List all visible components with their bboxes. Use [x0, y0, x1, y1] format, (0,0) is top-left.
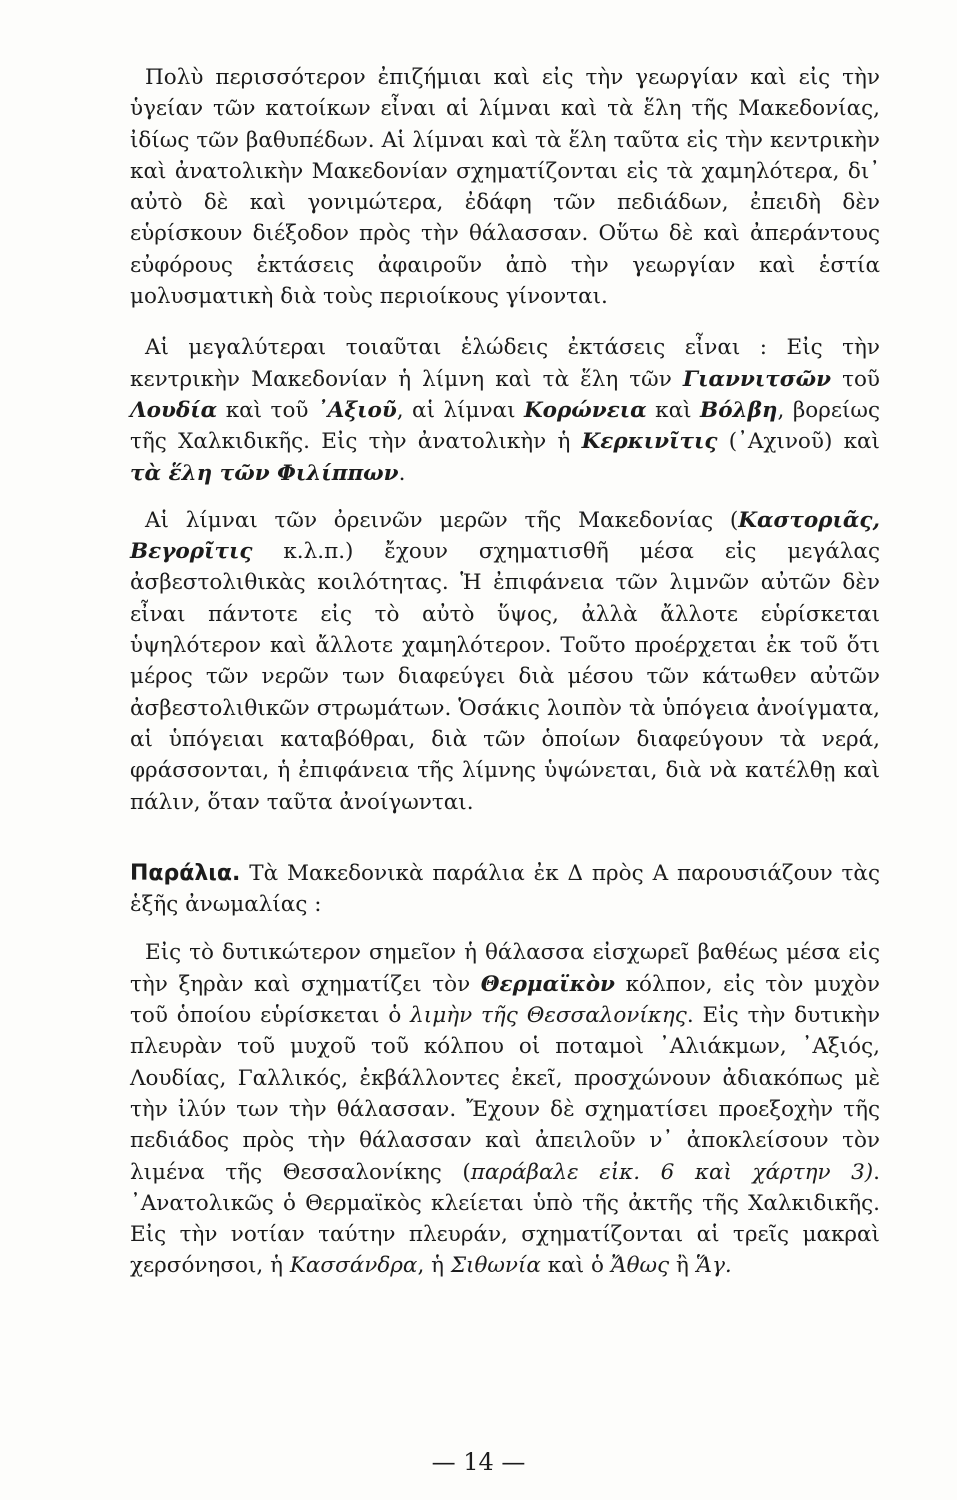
emphasis-text: Θερμαϊκὸν [480, 971, 615, 997]
text-run: . Εἰς τὴν δυτικὴν πλευρὰν τοῦ μυχοῦ τοῦ κόλπου οἱ ποταμοὶ ᾽Αλιάκμων, ᾽Αξιός, Λουδίας, Γαλλικός, ἐκβάλλοντες ἐκεῖ, προσχώνουν ἀδιακόπως μὲ τὴν ἰλύν των τὴν θάλασσαν. Ἔχουν δὲ σχηματίσει προεξοχὴν τῆς πεδιάδος πρὸς τὴν θάλασσαν καὶ ἀπειλοῦν ν᾽ ἀποκλείσουν τὸν λιμένα τῆς Θεσσαλονίκης ( [130, 1003, 881, 1185]
text-run: καὶ [646, 397, 701, 423]
text-run: καὶ τοῦ [217, 397, 317, 423]
text-run: κ.λ.π.) ἔχουν σχηματισθῆ μέσα εἰς μεγάλας ἀσβεστολιθικὰς κοιλότητας. Ἡ ἐπιφάνεια τῶν λιμνῶν αὐτῶν δὲν εἶναι πάντοτε εἰς τὸ αὐτὸ ὕψος, ἀλλὰ ἄλλοτε εὑρίσκεται ὑψηλότερον καὶ ἄλλοτε χαμηλότερον. Τοῦτο προέρχεται ἐκ τοῦ ὅτι μέρος τῶν νερῶν των διαφεύγει διὰ μέσου τῶν κάτωθεν αὐτῶν ἀσβεστολιθικῶν στρωμάτων. Ὁσάκις λοιπὸν τὰ ὑπόγεια ἀνοίγματα, αἱ ὑπόγειαι καταβόθραι, διὰ τῶν ὁποίων διαφεύγουν τὰ νερά, φράσσονται, ἡ ἐπιφάνεια τῆς λίμνης ὑψώνεται, διὰ νὰ κατέλθῃ καὶ πάλιν, ὅταν ταῦτα ἀνοίγωνται. [130, 539, 880, 815]
paragraph-thermaic-gulf [130, 937, 880, 1281]
emphasis-text: ᾽Αξιοῦ [316, 397, 397, 423]
emphasis-text: τὰ ἕλη τῶν Φιλίππων [130, 460, 399, 486]
emphasis-text: Σιθωνία [450, 1253, 541, 1279]
text-run: Εἰς τὸ δυτικώτερον σημεῖον ἡ θάλασσα εἰσχωρεῖ βαθέως μέσα εἰς τὴν ξηρὰν καὶ σχηματίζει τὸν [130, 940, 880, 997]
text-run: κόλπον, εἰς τὸν μυχὸν τοῦ ὁποίου εὑρίσκεται ὁ [130, 971, 880, 1029]
text-run: , βορείως τῆς Χαλκιδικῆς. Εἰς τὴν ἀνατολικὴν ἡ [130, 397, 880, 455]
text-run: καὶ ὁ [540, 1253, 611, 1279]
emphasis-text: Κορώνεια [523, 397, 647, 423]
text-run: Αἱ μεγαλύτεραι τοιαῦται ἑλώδεις ἐκτάσεις εἶναι : Εἰς τὴν κεντρικὴν Μακεδονίαν ἡ λίμνη καὶ τὰ ἕλη τῶν [130, 335, 880, 392]
text-block [130, 62, 880, 1282]
text-run: Τὰ Μακεδονικὰ παράλια ἐκ Δ πρὸς Α παρουσιάζουν τὰς ἑξῆς ἀνωμαλίας : [130, 860, 880, 918]
text-run: (᾽Αχινοῦ) καὶ [717, 429, 880, 455]
emphasis-text: Παράλια. [130, 860, 241, 886]
emphasis-text: Ἅγ. [695, 1253, 732, 1279]
emphasis-text: Λουδία [130, 397, 218, 423]
emphasis-text: παράβαλε εἰκ. 6 καὶ χάρτην 3) [470, 1159, 874, 1185]
emphasis-text: λιμὴν τῆς Θεσσαλονίκης [410, 1003, 687, 1029]
emphasis-text: Καστοριᾶς, Βεγορῖτις [130, 507, 880, 565]
text-run: τοῦ [831, 366, 880, 392]
emphasis-text: Κερκινῖτις [581, 429, 718, 455]
emphasis-text: Γιαννιτσῶν [682, 366, 832, 392]
paragraph-mountain-lakes [130, 505, 880, 818]
page-number: — 14 — [431, 1448, 526, 1476]
emphasis-text: Κασσάνδρα [289, 1253, 418, 1279]
paragraph-largest-marshes [130, 332, 880, 488]
text-run: . ᾽Ανατολικῶς ὁ Θερμαϊκὸς κλείεται ὑπὸ τῆς ἀκτῆς τῆς Χαλκιδικῆς. Εἰς τὴν νοτίαν ταύτην πλευράν, σχηματίζονται αἱ τρεῖς μακραὶ χερσόνησοι, ἡ [130, 1159, 881, 1279]
emphasis-text: Βόλβη [700, 397, 778, 423]
text-run: . [398, 460, 406, 486]
paragraph-coasts-heading [130, 858, 880, 921]
paragraph-lakes-health [130, 62, 880, 312]
text-run: Αἱ λίμναι τῶν ὀρεινῶν μερῶν τῆς Μακεδονίας ( [145, 507, 739, 533]
emphasis-text: Ἄθως [610, 1253, 670, 1279]
text-run: , αἱ λίμναι [396, 397, 524, 423]
text-run: Πολὺ περισσότερον ἐπιζήμιαι καὶ εἰς τὴν γεωργίαν καὶ εἰς τὴν ὑγείαν τῶν κατοίκων εἶναι αἱ λίμναι καὶ τὰ ἕλη τῆς Μακεδονίας, ἰδίως τῶν βαθυπέδων. Αἱ λίμναι καὶ τὰ ἕλη ταῦτα εἰς τὴν κεντρικὴν καὶ ἀνατολικὴν Μακεδονίαν σχηματίζονται εἰς τὰ χαμηλότερα, δι᾽ αὐτὸ δὲ καὶ γονιμώτερα, ἐδάφη τῶν πεδιάδων, ἐπειδὴ δὲν εὑρίσκουν διέξοδον πρὸς τὴν θάλασσαν. Οὕτω δὲ καὶ ἀπεράντους εὐφόρους ἐκτάσεις ἀφαιροῦν ἀπὸ τὴν γεωργίαν καὶ ἑστία μολυσματικὴ διὰ τοὺς περιοίκους γίνονται. [130, 65, 880, 310]
text-run: , ἡ [417, 1253, 451, 1279]
text-run: ἢ [669, 1253, 696, 1279]
